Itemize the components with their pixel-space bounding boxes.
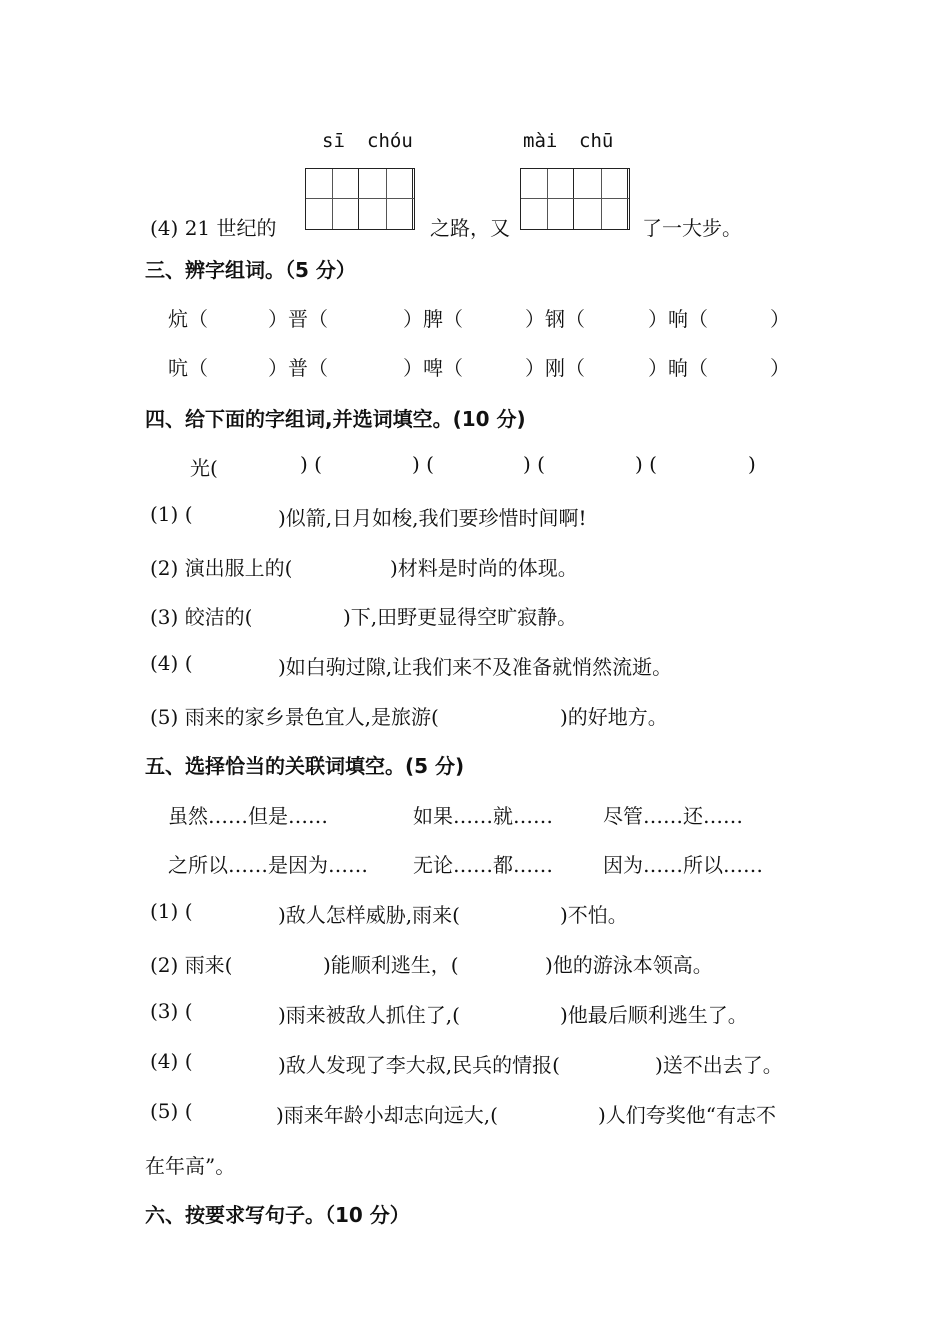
section-6-title: 六、按要求写句子。（10 分） <box>145 1203 410 1227</box>
pinyin-mai: mài <box>523 130 558 152</box>
section-3-title: 三、辨字组词。（5 分） <box>145 258 356 282</box>
pinyin-chu: chū <box>579 130 614 152</box>
tianzige-box-2[interactable] <box>520 168 630 230</box>
tianzige-box-1[interactable] <box>305 168 415 230</box>
pinyin-si: sī <box>322 130 345 152</box>
section-5-title: 五、选择恰当的关联词填空。(5 分) <box>145 754 465 778</box>
pinyin-chou: chóu <box>367 130 413 152</box>
section-4-title: 四、给下面的字组词,并选词填空。(10 分) <box>145 407 526 431</box>
